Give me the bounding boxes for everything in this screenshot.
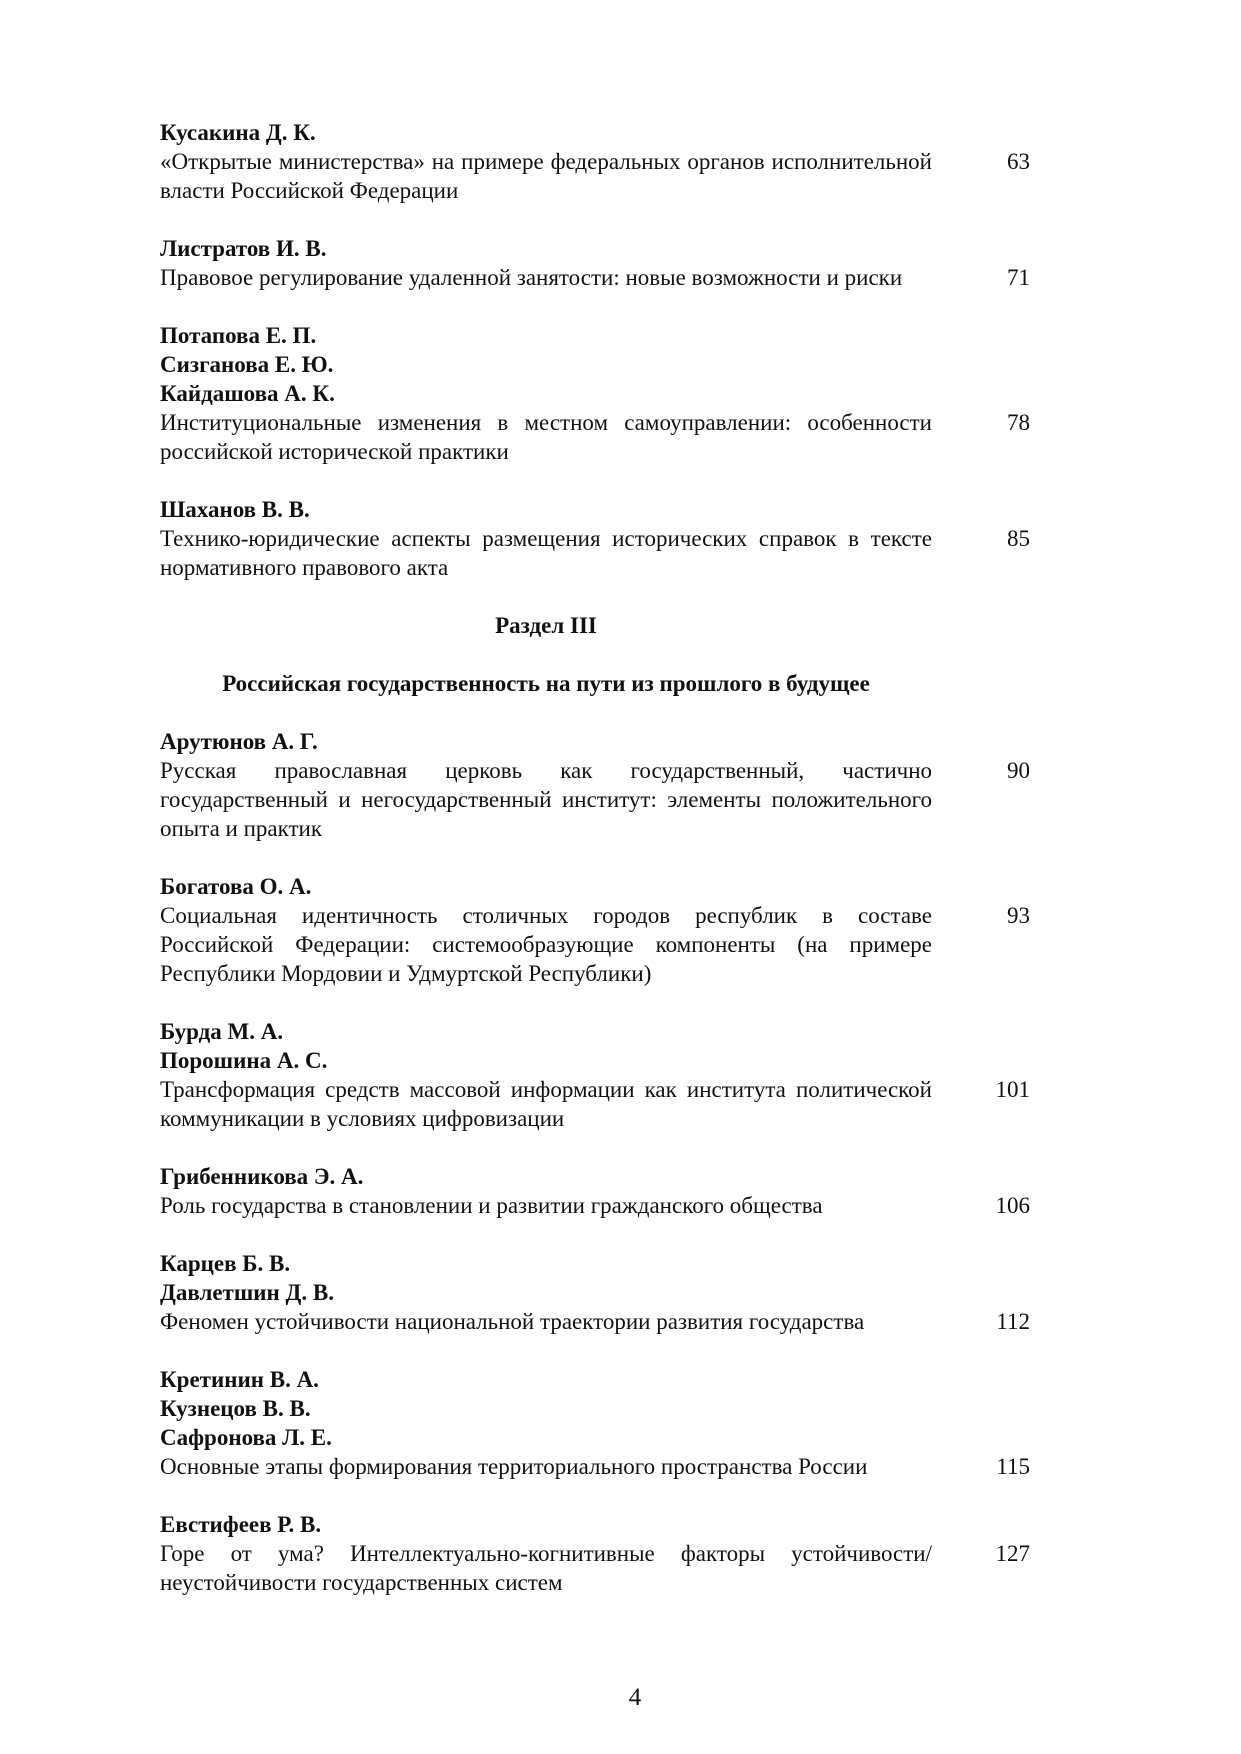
entry-title: Институциональные изменения в местном самоуправлении: особенности российской исторической практики	[160, 410, 932, 464]
toc-entry	[160, 872, 1030, 988]
entry-author: Потапова Е. П.	[160, 323, 317, 348]
entry-page-number: 78	[1007, 410, 1030, 435]
entry-title: Правовое регулирование удаленной занятости: новые возможности и риски	[160, 265, 903, 290]
entry-title-row	[160, 1539, 1030, 1597]
entry-title-row	[160, 1307, 1030, 1336]
entry-title-row	[160, 1075, 1030, 1133]
entry-author: Богатова О. А.	[160, 874, 312, 899]
entry-author: Евстифеев Р. В.	[160, 1512, 322, 1537]
toc-entry	[160, 1365, 1030, 1481]
entry-author: Карцев Б. В.	[160, 1251, 291, 1276]
entry-title: Горе от ума? Интеллектуально-когнитивные факторы устойчивости/неустойчивости государственных систем	[160, 1541, 932, 1595]
entry-page-number: 71	[1007, 265, 1030, 290]
entry-title-row	[160, 901, 1030, 988]
entry-page-number: 101	[995, 1077, 1030, 1102]
section-number: Раздел III	[495, 613, 597, 638]
entry-author: Кретинин В. А.	[160, 1367, 319, 1392]
entry-page-number: 127	[995, 1541, 1030, 1566]
entry-title: «Открытые министерства» на примере федеральных органов исполнительной власти Российской Федерации	[160, 149, 932, 203]
page-number: 4	[628, 1684, 642, 1711]
entry-title-row	[160, 263, 1030, 292]
entry-title: Основные этапы формирования территориального пространства России	[160, 1454, 868, 1479]
entry-title: Феномен устойчивости национальной траектории развития государства	[160, 1309, 865, 1334]
entry-title: Социальная идентичность столичных городов республик в составе Российской Федерации: системообразующие компоненты (на примере Республики Мордовии и Удмуртской Республики)	[160, 903, 932, 986]
entry-page-number: 63	[1007, 149, 1030, 174]
toc-entry	[160, 118, 1030, 205]
entry-author: Арутюнов А. Г.	[160, 729, 318, 754]
toc-entry	[160, 1510, 1030, 1597]
entry-title-row	[160, 1452, 1030, 1481]
toc-entry	[160, 321, 1030, 466]
entry-author: Давлетшин Д. В.	[160, 1280, 334, 1305]
toc-entry	[160, 727, 1030, 843]
toc-entry	[160, 1162, 1030, 1220]
entry-author: Кузнецов В. В.	[160, 1396, 311, 1421]
toc-list-bottom	[160, 727, 1030, 1597]
entry-page-number: 106	[995, 1193, 1030, 1218]
toc-entry	[160, 495, 1030, 582]
entry-page-number: 115	[996, 1454, 1030, 1479]
entry-title: Технико-юридические аспекты размещения исторических справок в тексте нормативного правового акта	[160, 526, 932, 580]
entry-author: Шаханов В. В.	[160, 497, 310, 522]
entry-title: Русская православная церковь как государственный, частично государственный и негосударственный институт: элементы положительного опыта и практик	[160, 758, 932, 841]
entry-author: Порошина А. С.	[160, 1048, 328, 1073]
entry-title-row	[160, 408, 1030, 466]
entry-title: Роль государства в становлении и развитии гражданского общества	[160, 1193, 823, 1218]
table-of-contents	[160, 118, 1030, 1626]
entry-page-number: 112	[996, 1309, 1030, 1334]
entry-title-row	[160, 1191, 1030, 1220]
entry-author: Грибенникова Э. А.	[160, 1164, 364, 1189]
entry-author: Сизганова Е. Ю.	[160, 352, 334, 377]
entry-author: Бурда М. А.	[160, 1019, 284, 1044]
entry-title-row	[160, 524, 1030, 582]
entry-title: Трансформация средств массовой информации как института политической коммуникации в условиях цифровизации	[160, 1077, 932, 1131]
entry-page-number: 93	[1007, 903, 1030, 928]
entry-title-row	[160, 756, 1030, 843]
toc-entry	[160, 1249, 1030, 1336]
entry-author: Кусакина Д. К.	[160, 120, 316, 145]
toc-entry	[160, 1017, 1030, 1133]
toc-list-top	[160, 118, 1030, 582]
entry-author: Кайдашова А. К.	[160, 381, 335, 406]
entry-page-number: 85	[1007, 526, 1030, 551]
entry-author: Листратов И. В.	[160, 236, 327, 261]
section-title: Российская государственность на пути из прошлого в будущее	[222, 671, 870, 696]
entry-author: Сафронова Л. Е.	[160, 1425, 332, 1450]
entry-title-row	[160, 147, 1030, 205]
entry-page-number: 90	[1007, 758, 1030, 783]
toc-entry	[160, 234, 1030, 292]
